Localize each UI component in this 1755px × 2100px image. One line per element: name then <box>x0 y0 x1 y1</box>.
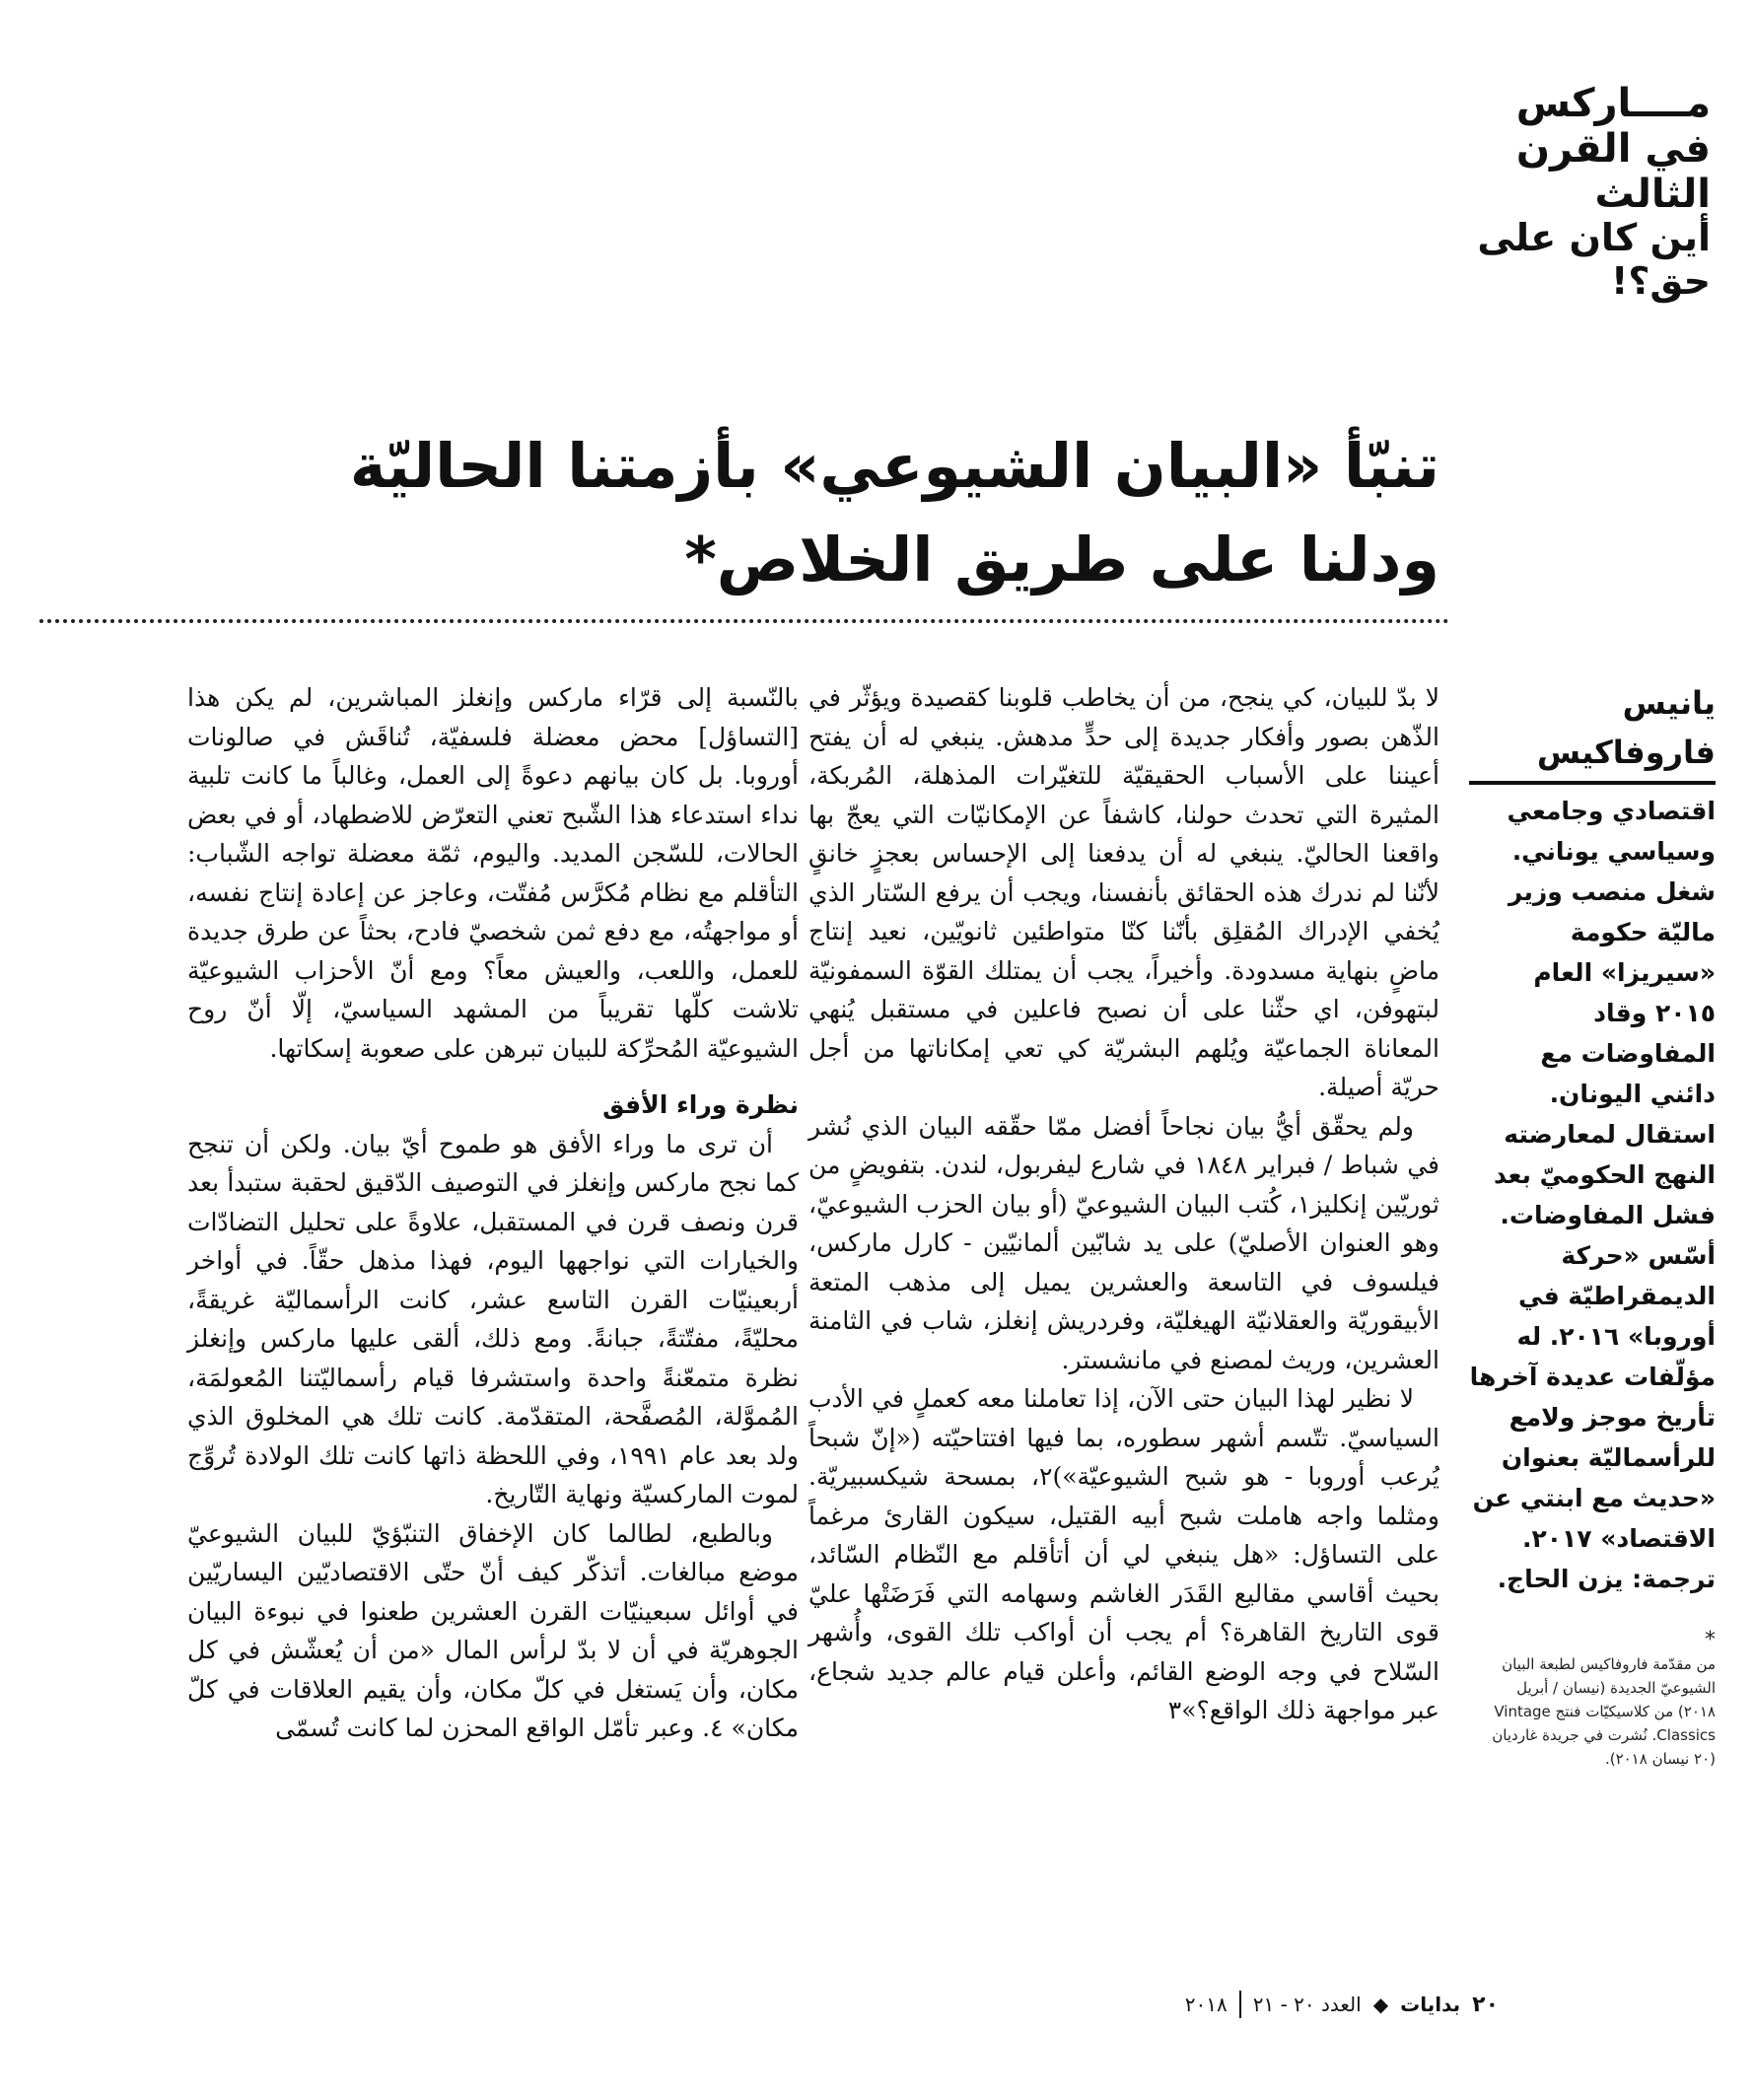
magazine-name: بدايات <box>1400 1993 1461 2016</box>
series-logo-line-1: مــــاركس <box>1515 81 1711 126</box>
paragraph: بالنّسبة إلى قرّاء ماركس وإنغلز المباشرين، لم يكن هذا [التساؤل] محض معضلة فلسفيّة، تُناقَش في صالونات أوروبا. بل كان بيانهم دعوةً إلى العمل، وغالباً ما كانت تلبية نداء استدعاء هذا الشّبح تعني التعرّض للاضطهاد، أو في بعض الحالات، للسّجن المديد. واليوم، ثمّة معضلة تواجه الشّباب: التأقلم مع نظام مُكرَّس مُفتّت، وعاجز عن إعادة إنتاج نفسه، أو مواجهتُه، مع دفع ثمن شخصيّ فادح، بحثاً عن طرق جديدة للعمل، واللعب، والعيش معاً؟ ومع أنّ الأحزاب الشيوعيّة تلاشت كلّها تقريباً من المشهد السياسيّ، إلّا أنّ روح الشيوعيّة المُحرِّكة للبيان تبرهن على صعوبة إسكاتها. <box>187 683 799 1063</box>
author-sidebar <box>1469 678 1716 1599</box>
page-footer <box>1085 1985 1499 2024</box>
footnote <box>1479 1629 1716 1771</box>
paragraph: أن ترى ما وراء الأفق هو طموح أيّ بيان. ولكن أن تنجح كما نجح ماركس وإنغلز في التوصيف الدّقيق لحقبة ستبدأ بعد قرن ونصف قرن في المستقبل، علاوةً على تحليل التضادّات والخيارات التي نواجهها اليوم، فهذا مذهل حقّاً. في أواخر أربعينيّات القرن التاسع عشر، كانت الرأسماليّة غريقةً، محليّةً، مفتّتةً، جبانةً. ومع ذلك، ألقى عليها ماركس وإنغلز نظرة متمعّنةً واحدة واستشرفا قيام رأسماليّتنا المُعولمَة، المُموَّلة، المُصفَّحة، المتقدّمة. كانت تلك هي المخلوق الذي ولد بعد عام ١٩٩١، وفي اللحظة ذاتها كانت تلك الولادة تُروِّج لموت الماركسيّة ونهاية التّاريخ. <box>187 1129 799 1508</box>
series-logo-line-3: أين كان على حق؟! <box>1477 216 1711 303</box>
footer-separator <box>1239 1991 1241 2018</box>
paragraph: وبالطبع، لطالما كان الإخفاق التنبّؤيّ للبيان الشيوعيّ موضع مبالغات. أتذكّر كيف أنّ حتّى الاقتصاديّين اليساريّين في أوائل سبعينيّات القرن العشرين طعنوا في نبوءة البيان الجوهريّة في أن لا بدّ لرأس المال «من أن يُعشّش في كل مكان، وأن يَستغل في كلّ مكان، وأن يقيم العلاقات في كلّ مكان» ٤. وعبر تأمّل الواقع المحزن لما كانت تُسمّى <box>187 1518 799 1742</box>
paragraph: لا بدّ للبيان، كي ينجح، من أن يخاطب قلوبنا كقصيدة ويؤثّر في الذّهن بصور وأفكار جديدة إلى حدٍّ مدهش. ينبغي له أن يفتح أعيننا على الأسباب الحقيقيّة للتغيّرات المذهلة، المُربكة، المثيرة التي تحدث حولنا، كاشفاً عن الإمكانيّات التي يعجّ بها واقعنا الحاليّ. ينبغي له أن يدفعنا إلى الإحساس بعجزٍ خانقٍ لأنّنا لم ندرك هذه الحقائق بأنفسنا، ويجب أن يرفع السّتار الذي يُخفي الإدراك المُقلِق بأنّنا كنّا متواطئين ثانويّين، نعيد إنتاج ماضٍ بنهاية مسدودة. وأخيراً، يجب أن يمتلك القوّة السمفونيّة لبتهوفن، اي حثّنا على أن نصبح فاعلين في مستقبل يُنهي المعاناة الجماعيّة ويُلهم البشريّة كي تعي إمكاناتها من أجل حريّة أصيلة. <box>808 683 1440 1101</box>
paragraph: لا نظير لهذا البيان حتى الآن، إذا تعاملنا معه كعملٍ في الأدب السياسيّ. تتّسم أشهر سطوره، بما فيها افتتاحيّته («إنّ شبحاً يُرعب أوروبا - هو شبح الشيوعيّة»)٢، بمسحة شيكسبيريّة. ومثلما واجه هاملت شبح أبيه القتيل، سيكون القارئ مرغماً على التساؤل: «هل ينبغي لي أن أتأقلم مع النّظام السّائد، بحيث أقاسي مقاليع القَدَر الغاشم وسهامه التي فَرَضَتْها عليّ قوى التاريخ القاهرة؟ أم يجب أن أواكب تلك القوى، وأُشهر السّلاح في وجه الوضع القائم، وأعلن قيام عالم جديد شجاع، عبر مواجهة ذلك الواقع؟»٣ <box>808 1384 1439 1724</box>
article-title-line-2: ودلنا على طريق الخلاص* <box>684 524 1439 595</box>
footnote-text: من مقدّمة فاروفاكيس لطبعة البيان الشيوعيّ الجديدة (نيسان / أبريل ٢٠١٨) من كلاسيكيّات فنتج Vintage Classics. نُشرت في جريدة غارديان (٢٠ نيسان ٢٠١٨). <box>1492 1655 1716 1768</box>
article-title-line-1: تنبّأ «البيان الشيوعي» بأزمتنا الحاليّة <box>349 430 1439 502</box>
article-column-middle <box>808 678 1439 1730</box>
article-title <box>39 419 1439 606</box>
series-logo-line-2: في القرن الثالث <box>1515 126 1711 217</box>
series-logo <box>1469 81 1711 303</box>
author-name: يانيس فاروفاكيس <box>1536 684 1716 771</box>
title-divider <box>39 619 1449 623</box>
article-column-left <box>187 678 799 1748</box>
paragraph: ولم يحقّق أيُّ بيان نجاحاً أفضل ممّا حقّقه البيان الذي نُشر في شباط / فبراير ١٨٤٨ في شارع ليفربول، لندن. بتفويضٍ من ثوريّين إنكليز١، كُتب البيان الشيوعيّ (أو بيان الحزب الشيوعيّ، وهو العنوان الأصليّ) على يد شابّين ألمانيّين - كارل ماركس، فيلسوف في التاسعة والعشرين يميل إلى مذهب المتعة الأبيقوريّة والعقلانيّة الهيغليّة، وفردريش إنغلز، شاب في الثامنة العشرين، وريث لمصنع في مانشستر. <box>808 1111 1439 1374</box>
issue-year: ٢٠١٨ <box>1184 1993 1228 2016</box>
issue-number: العدد ٢٠ - ٢١ <box>1252 1993 1362 2016</box>
author-divider <box>1469 781 1716 785</box>
diamond-icon: ◆ <box>1372 1993 1389 2016</box>
page-number: ٢٠ <box>1472 1992 1499 2017</box>
section-heading: نظرة وراء الأفق <box>602 1090 799 1119</box>
footnote-marker: * <box>1705 1628 1716 1652</box>
author-bio: اقتصادي وجامعي وسياسي يوناني. شغل منصب وزير ماليّة حكومة «سيريزا» العام ٢٠١٥ وقاد المفاوضات مع دائني اليونان. استقال لمعارضته النهج الحكوميّ بعد فشل المفاوضات. أسّس «حركة الديمقراطيّة في أوروبا» ٢٠١٦. له مؤلّفات عديدة آخرها تأريخ موجز ولامع للرأسماليّة بعنوان «حديث مع ابنتي عن الاقتصاد» ٢٠١٧. ترجمة: يزن الحاج. <box>1469 797 1716 1593</box>
